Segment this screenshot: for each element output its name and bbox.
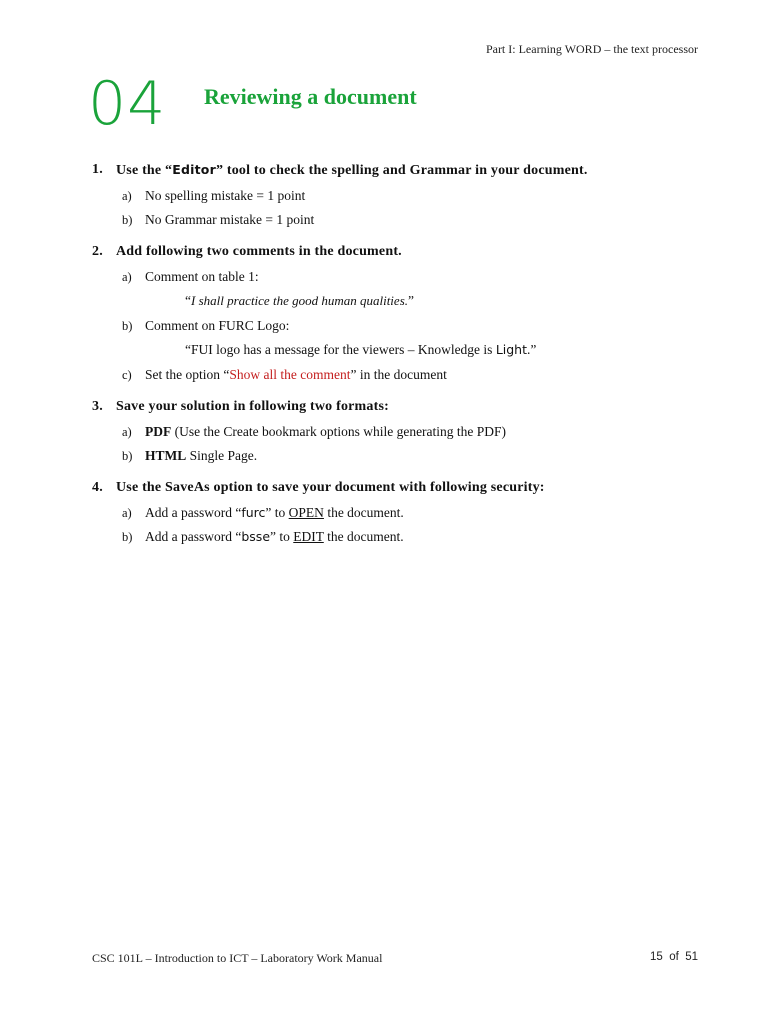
q3-item-a <box>122 424 712 440</box>
item-letter: b) <box>122 319 133 333</box>
text-part: Use the “ <box>116 163 173 178</box>
total-pages: 51 <box>685 951 698 963</box>
action-word: OPEN <box>288 505 324 520</box>
question-3 <box>92 399 712 415</box>
text-part: Set the option “ <box>145 367 230 382</box>
chapter-title: Reviewing a document <box>204 84 417 109</box>
quote-mark: .” <box>527 342 537 357</box>
format-name: PDF <box>145 424 172 439</box>
item-text <box>145 529 404 545</box>
item-text: Comment on table 1: <box>145 269 259 284</box>
item-letter: a) <box>122 189 132 203</box>
text-part: Add a password “ <box>145 529 242 544</box>
item-letter: b) <box>122 449 133 463</box>
item-text <box>145 367 447 383</box>
item-letter: a) <box>122 506 132 520</box>
q3-item-b <box>122 448 712 464</box>
question-text <box>116 162 588 179</box>
q1-item-a <box>122 188 712 204</box>
text-part: ” to <box>265 505 289 520</box>
item-letter: a) <box>122 425 132 439</box>
question-number: 2. <box>92 244 103 259</box>
item-letter: a) <box>122 270 132 284</box>
item-text <box>145 424 506 440</box>
quote-mark: “ <box>185 342 191 357</box>
page-of-label: of <box>669 951 679 963</box>
item-letter: b) <box>122 530 133 544</box>
quote-mark: “ <box>185 293 191 308</box>
quote-text: I shall practice the good human qualities. <box>191 293 409 308</box>
tool-name: Editor <box>172 162 216 177</box>
q4-item-b <box>122 529 712 545</box>
header-note: Part I: Learning WORD – the text processor <box>485 42 698 56</box>
item-text: No Grammar mistake = 1 point <box>145 212 315 227</box>
text-part: ” in the document <box>350 367 447 382</box>
format-name: HTML <box>145 448 187 463</box>
highlighted-option: Show all the comment <box>229 367 351 382</box>
q2-item-a <box>122 269 712 285</box>
exercise-list <box>92 162 712 553</box>
comment-quote-1 <box>185 293 712 309</box>
item-text: No spelling mistake = 1 point <box>145 188 306 203</box>
action-word: EDIT <box>293 529 324 544</box>
quote-mark: ” <box>408 293 415 308</box>
text-part: Single Page. <box>186 448 258 463</box>
item-text <box>145 505 404 521</box>
item-letter: c) <box>122 368 132 382</box>
q1-item-b <box>122 212 712 228</box>
question-number: 1. <box>92 162 103 177</box>
question-text: Use the SaveAs option to save your document with following security: <box>116 480 545 495</box>
password-value: furc <box>241 505 266 520</box>
q4-item-a <box>122 505 712 521</box>
text-part: the document. <box>323 529 404 544</box>
item-text <box>145 448 257 464</box>
quote-text: FUI logo has a message for the viewers – Knowledge is <box>191 342 496 357</box>
question-number: 4. <box>92 480 103 495</box>
item-letter: b) <box>122 213 133 227</box>
footer-course-title: CSC 101L – Introduction to ICT – Laboratory Work Manual <box>92 951 383 965</box>
question-number: 3. <box>92 399 103 414</box>
question-1 <box>92 162 712 179</box>
password-value: bsse <box>241 529 271 544</box>
text-part: (Use the Create bookmark options while generating the PDF) <box>171 424 507 439</box>
quote-emphasis: Light <box>495 342 528 357</box>
question-4 <box>92 480 712 496</box>
page-number <box>650 951 698 963</box>
comment-quote-2 <box>185 342 712 358</box>
q2-item-b <box>122 318 712 334</box>
question-2 <box>92 244 712 260</box>
text-part: Add a password “ <box>145 505 242 520</box>
current-page: 15 <box>650 951 663 963</box>
chapter-number: 04 <box>88 69 167 139</box>
text-part: the document. <box>323 505 404 520</box>
text-part: ” to <box>270 529 294 544</box>
item-text: Comment on FURC Logo: <box>145 318 290 333</box>
q2-item-c <box>122 367 712 383</box>
question-text: Save your solution in following two formats: <box>116 399 389 414</box>
text-part: ” tool to check the spelling and Grammar in your document. <box>215 163 588 178</box>
question-text: Add following two comments in the document. <box>116 244 402 259</box>
